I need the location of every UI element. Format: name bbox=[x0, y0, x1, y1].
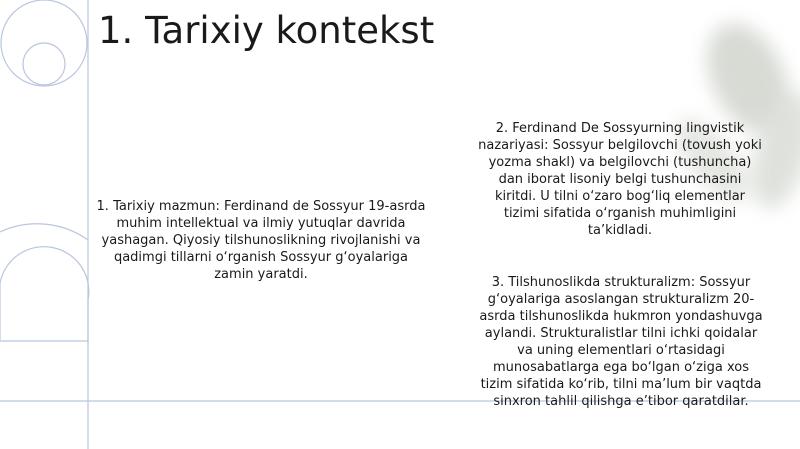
lower-arc-decoration bbox=[0, 247, 89, 341]
upper-arc-decoration bbox=[0, 224, 88, 240]
text-block-historical-context: 1. Tarixiy mazmun: Ferdinand de Sossyur 19-asrda muhim intellektual va ilmiy yutuqlar davrida yashagan. Qiyosiy tilshunoslikning rivojlanishi va qadimgi tillarni o‘rganish Sossyur g‘oyalariga zamin yaratdi. bbox=[96, 199, 426, 282]
small-circle-decoration bbox=[23, 43, 65, 85]
text-block-linguistic-theory: 2. Ferdinand De Sossyurning lingvistik nazariyasi: Sossyur belgilovchi (tovush yoki yozma shakl) va belgilovchi (tushuncha) dan iborat lisoniy belgi tushunchasini kiritdi. U tilni o‘zaro bog‘liq elementlar tizimi sifatida o‘rganish muhimligini ta’kidladi. bbox=[478, 121, 762, 238]
page-title: 1. Tarixiy kontekst bbox=[98, 9, 435, 52]
text-block-structuralism: 3. Tilshunoslikda strukturalizm: Sossyur g‘oyalariga asoslangan strukturalizm 20-asrda tilshunoslikda hukmron yondashuvga aylandi. Strukturalistlar tilni ichki qoidalar va uning elementlari o‘rtasidagi munosabatlarga ega bo‘lgan o‘ziga xos tizim sifatida ko‘rib, tilni ma’lum bir vaqtda sinxron tahlil qilishga e’tibor qaratdilar. bbox=[479, 275, 763, 409]
